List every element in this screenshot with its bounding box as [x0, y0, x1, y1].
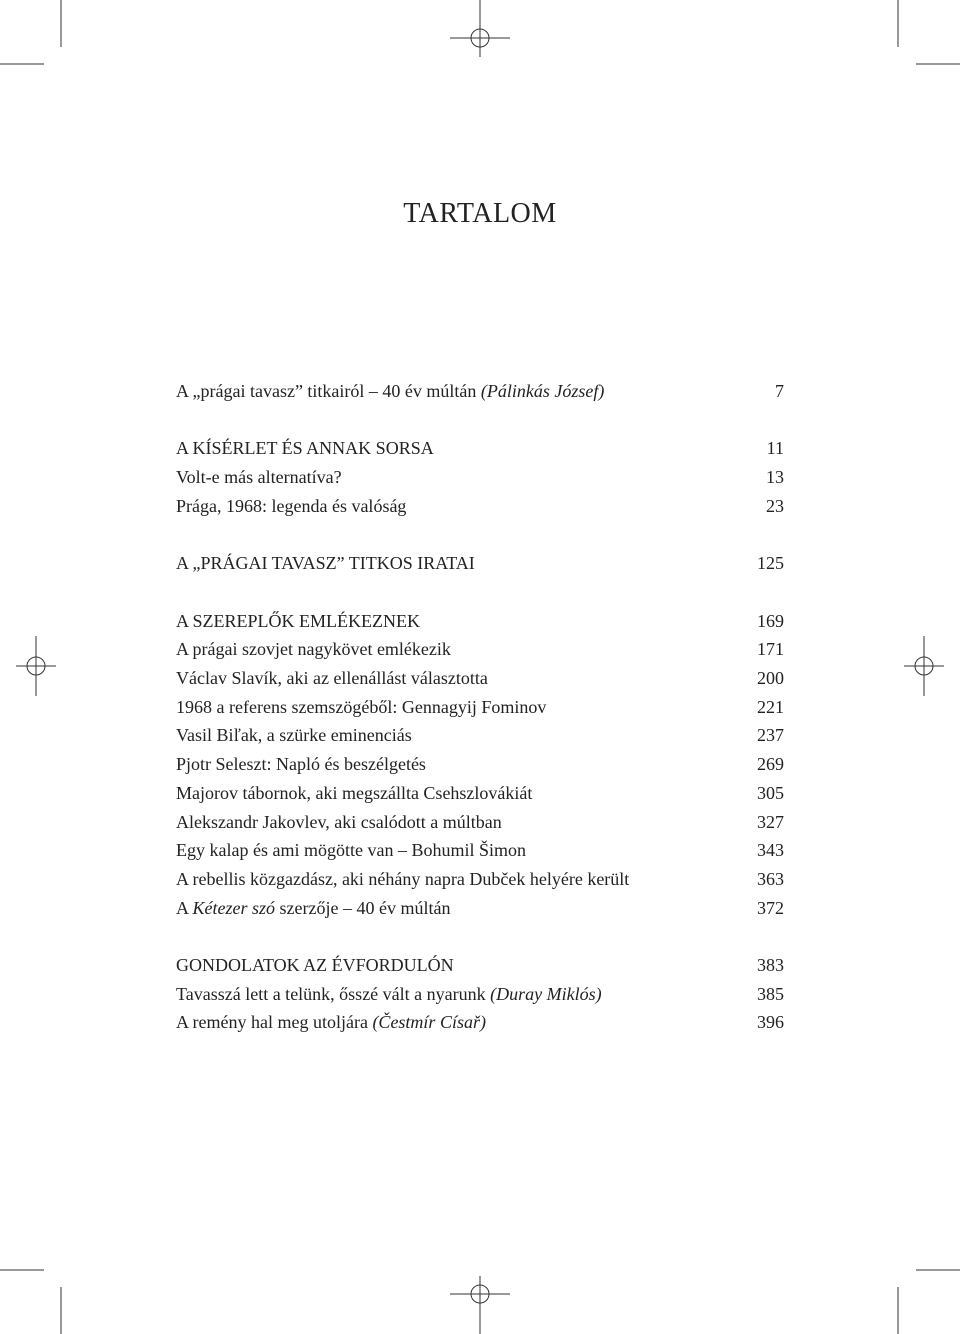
- toc-page-number: 237: [757, 725, 784, 745]
- toc-entry: [176, 951, 784, 980]
- toc-entry: [176, 434, 784, 463]
- toc-entry-italic-text: (Čestmír Císař): [372, 1012, 486, 1032]
- toc-entry: [176, 377, 784, 406]
- toc-page-number: 7: [775, 381, 784, 401]
- toc-entry: [176, 836, 784, 865]
- toc-entry-text: A prágai szovjet nagykövet emlékezik: [176, 639, 451, 659]
- toc-entry-text: Volt-e más alternatíva?: [176, 467, 342, 487]
- toc-entry-text: A rebellis közgazdász, aki néhány napra Dubček helyére került: [176, 869, 630, 889]
- toc-entry: [176, 635, 784, 664]
- toc-entry-text: Majorov tábornok, aki megszállta Csehszlovákiát: [176, 783, 533, 803]
- toc-page-number: 221: [757, 697, 784, 717]
- toc-entry-title: [176, 1008, 486, 1037]
- toc-entry-title: [176, 980, 602, 1009]
- toc-entry: [176, 693, 784, 722]
- toc-entry-title: [176, 607, 420, 636]
- toc-entry-text: A remény hal meg utoljára: [176, 1012, 373, 1032]
- table-of-contents: [176, 0, 784, 1334]
- toc-entry-text: Vasil Biľak, a szürke eminenciás: [176, 725, 412, 745]
- toc-entry-title: [176, 779, 532, 808]
- toc-page-number: 171: [757, 639, 784, 659]
- toc-entry-text: A KÍSÉRLET ÉS ANNAK SORSA: [176, 438, 434, 458]
- toc-entry: [176, 750, 784, 779]
- toc-entry-text: Václav Slavík, aki az ellenállást választotta: [176, 668, 488, 688]
- registration-mark-right: [904, 636, 944, 696]
- toc-entry-text: Egy kalap és ami mögötte van – Bohumil Šimon: [176, 840, 526, 860]
- page-title: TARTALOM: [403, 198, 557, 229]
- toc-entry: [176, 721, 784, 750]
- toc-entry-italic-text: (Duray Miklós): [490, 984, 602, 1004]
- toc-page-number: 13: [766, 467, 784, 487]
- toc-entry-title: [176, 492, 406, 521]
- toc-entry-text: 1968 a referens szemszögéből: Gennagyij Fominov: [176, 697, 547, 717]
- toc-entry-title: [176, 721, 412, 750]
- toc-entry-title: [176, 664, 488, 693]
- toc-page-number: 343: [757, 840, 784, 860]
- registration-mark-left: [16, 636, 56, 696]
- toc-entry-text: GONDOLATOK AZ ÉVFORDULÓN: [176, 955, 454, 975]
- toc-page-number: 200: [757, 668, 784, 688]
- toc-entry-title: [176, 865, 629, 894]
- toc-page-number: 363: [757, 869, 784, 889]
- toc-page-number: 305: [757, 783, 784, 803]
- toc-entry: [176, 607, 784, 636]
- toc-entry-text: Tavasszá lett a telünk, ősszé vált a nyarunk: [176, 984, 491, 1004]
- toc-entry-title: [176, 808, 502, 837]
- toc-entry-title: [176, 750, 426, 779]
- toc-entry: [176, 980, 784, 1009]
- toc-entry-title: [176, 693, 546, 722]
- toc-entry: [176, 549, 784, 578]
- toc-page-number: 125: [757, 553, 784, 573]
- toc-page-number: 169: [757, 611, 784, 631]
- toc-entry-title: [176, 377, 604, 406]
- toc-entry-title: [176, 894, 450, 923]
- toc-page-number: 23: [766, 496, 784, 516]
- toc-entry: [176, 865, 784, 894]
- toc-entry-text: A: [176, 898, 193, 918]
- toc-entry-italic-text: (Pálinkás József): [480, 381, 605, 401]
- toc-entry-text: Pjotr Seleszt: Napló és beszélgetés: [176, 754, 426, 774]
- toc-page-number: 269: [757, 754, 784, 774]
- toc-entry-text: A SZEREPLŐK EMLÉKEZNEK: [176, 611, 420, 631]
- toc-page-number: 396: [757, 1012, 784, 1032]
- toc-page-number: 372: [757, 898, 784, 918]
- toc-entry-italic-text: Kétezer szó: [192, 898, 276, 918]
- toc-entry: [176, 492, 784, 521]
- toc-entry-title: [176, 463, 342, 492]
- toc-page-number: 383: [757, 955, 784, 975]
- toc-entry-text: Prága, 1968: legenda és valóság: [176, 496, 407, 516]
- toc-entry: [176, 779, 784, 808]
- toc-entry: [176, 463, 784, 492]
- toc-entry: [176, 808, 784, 837]
- toc-page-number: 385: [757, 984, 784, 1004]
- toc-entry-text-continued: szerzője – 40 év múltán: [275, 898, 451, 918]
- toc-entry-text: Alekszandr Jakovlev, aki csalódott a múltban: [176, 812, 502, 832]
- toc-entry-title: [176, 836, 526, 865]
- toc-entry-title: [176, 951, 454, 980]
- toc-entry-text: A „PRÁGAI TAVASZ” TITKOS IRATAI: [176, 553, 475, 573]
- toc-entry-title: [176, 549, 475, 578]
- toc-page-number: 11: [766, 438, 784, 458]
- toc-page-number: 327: [757, 812, 784, 832]
- toc-entry: [176, 1008, 784, 1037]
- toc-entry-title: [176, 434, 434, 463]
- toc-entry: [176, 894, 784, 923]
- toc-entry-title: [176, 635, 451, 664]
- toc-entry-text: A „prágai tavasz” titkairól – 40 év múltán: [176, 381, 481, 401]
- toc-entry: [176, 664, 784, 693]
